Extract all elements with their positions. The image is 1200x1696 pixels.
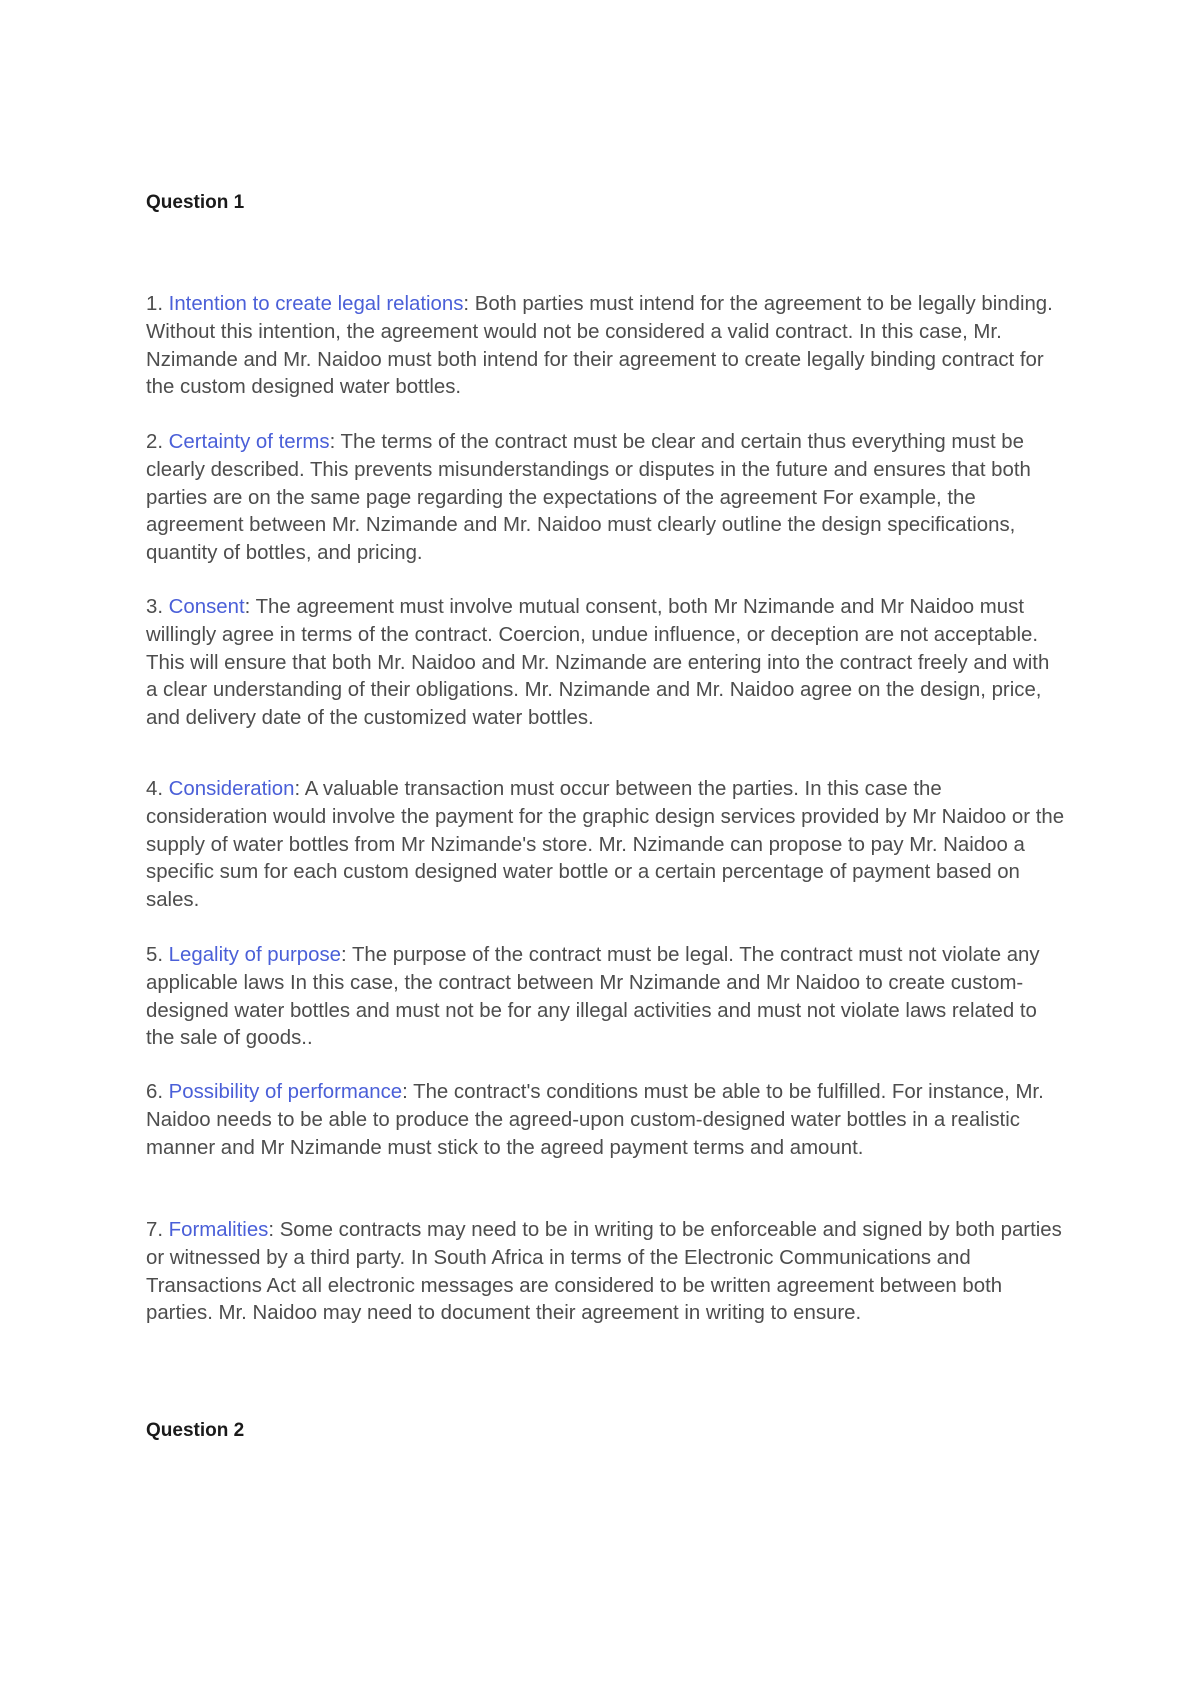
list-item [146, 1079, 1066, 1162]
item-text: The contract's conditions must be able to be fulfilled. For instance, Mr. Naidoo needs to be able to produce the agreed-upon custom-designed water bottles in a realistic manner and Mr Nzimande must stick to the agreed payment terms and amount. [146, 1081, 1044, 1159]
item-colon: : [268, 1219, 275, 1241]
item-text: The purpose of the contract must be legal. The contract must not violate any applicable laws In this case, the contract between Mr Nzimande and Mr Naidoo to create custom-designed water bottles and must not be for any illegal activities and must not violate laws related to the sale of goods.. [146, 944, 1040, 1050]
list-item [146, 594, 1066, 733]
item-number: 7. [146, 1219, 169, 1241]
item-text: A valuable transaction must occur between the parties. In this case the consideration would involve the payment for the graphic design services provided by Mr Naidoo or the supply of water bottles from Mr Nzimande's store. Mr. Nzimande can propose to pay Mr. Naidoo a specific sum for each custom designed water bottle or a certain percentage of payment based on sales. [146, 778, 1065, 912]
item-term: Consent [168, 596, 245, 618]
item-colon: : [402, 1081, 408, 1103]
item-text: Some contracts may need to be in writing to be enforceable and signed by both parties or witnessed by a third party. In South Africa in terms of the Electronic Communications and Transactions Act all electronic messages are considered to be written agreement between both parties. Mr. Naidoo may need to document their agreement in writing to ensure. [146, 1219, 1062, 1325]
list-item [146, 776, 1066, 915]
item-term: Certainty of terms [168, 431, 330, 453]
item-text: Both parties must intend for the agreement to be legally binding. Without this intention, the agreement would not be considered a valid contract. In this case, Mr. Nzimande and Mr. Naidoo must both intend for their agreement to create legally binding contract for the custom designed water bottles. [146, 293, 1053, 399]
list-item [146, 1217, 1066, 1328]
item-colon: : [329, 431, 336, 453]
item-term: Possibility of performance [168, 1081, 403, 1103]
item-term: Consideration [168, 778, 295, 800]
item-number: 4. [146, 778, 169, 800]
item-number: 1. [146, 293, 169, 315]
item-colon: : [244, 596, 251, 618]
item-number: 3. [146, 596, 169, 618]
question-2-heading: Question 2 [146, 1420, 245, 1441]
item-number: 2. [146, 431, 169, 453]
item-colon: : [463, 293, 470, 315]
item-term: Intention to create legal relations [168, 293, 464, 315]
item-colon: : [294, 778, 301, 800]
list-item [146, 291, 1066, 402]
list-item [146, 942, 1066, 1053]
item-text: The terms of the contract must be clear and certain thus everything must be clearly described. This prevents misunderstandings or disputes in the future and ensures that both parties are on the same page regarding the expectations of the agreement For example, the agreement between Mr. Nzimande and Mr. Naidoo must clearly outline the design specifications, quantity of bottles, and pricing. [146, 431, 1031, 565]
item-colon: : [340, 944, 347, 966]
item-number: 5. [146, 944, 169, 966]
list-item [146, 429, 1066, 568]
item-number: 6. [146, 1081, 169, 1103]
item-term: Formalities [168, 1219, 269, 1241]
question-1-heading: Question 1 [146, 192, 245, 213]
item-term: Legality of purpose [168, 944, 341, 966]
item-text: The agreement must involve mutual consent, both Mr Nzimande and Mr Naidoo must willingly agree in terms of the contract. Coercion, undue influence, or deception are not acceptable. This will ensure that both Mr. Naidoo and Mr. Nzimande are entering into the contract freely and with a clear understanding of their obligations. Mr. Nzimande and Mr. Naidoo agree on the design, price, and delivery date of the customized water bottles. [146, 596, 1050, 730]
